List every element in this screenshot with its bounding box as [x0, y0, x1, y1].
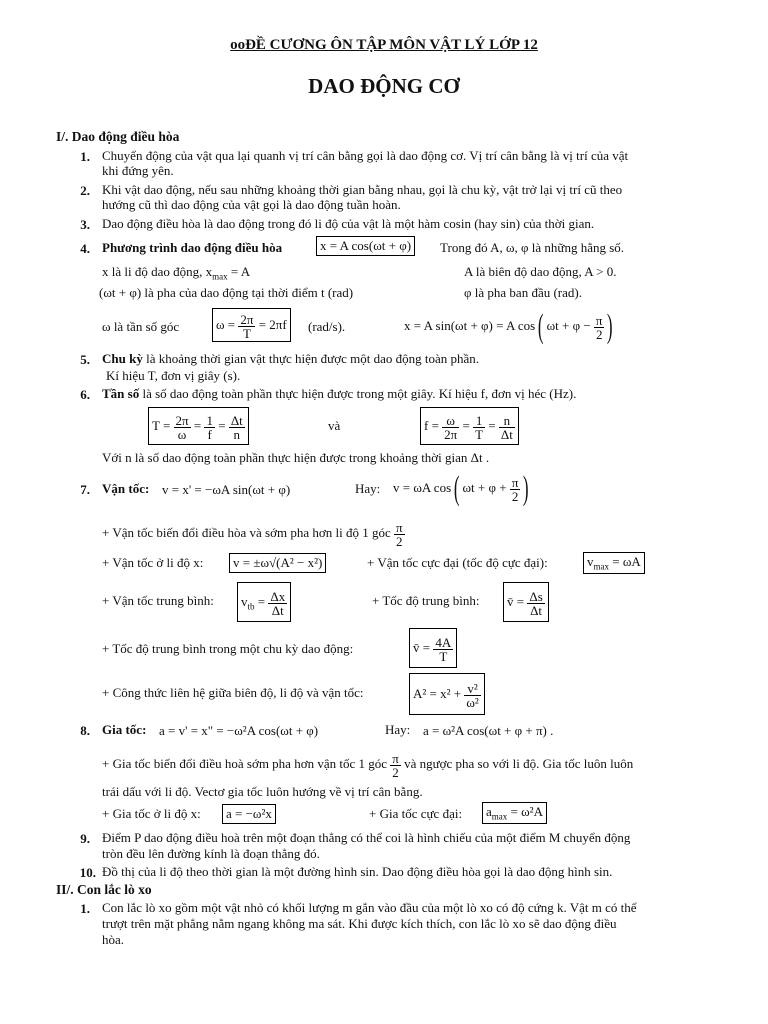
item-2-line-2: hướng cũ thì dao động của vật gọi là dao động tuần hoàn.	[102, 197, 401, 212]
max-velocity-label: + Vận tốc cực đại (tốc độ cực đại):	[367, 555, 548, 570]
velocity-at-x-label: + Vận tốc ở li độ x:	[102, 555, 204, 570]
item-4-constants-note: Trong đó A, ω, φ là những hằng số.	[440, 240, 625, 255]
velocity-at-x-formula: v = ±ω√(A² − x²)	[229, 553, 326, 573]
max-velocity-formula: $v_{max} = \omega A$	[583, 552, 645, 574]
item-9-line-1: Điểm P dao động điều hoà trên một đoạn thẳng có thể coi là hình chiếu của một điểm M chuyển động	[102, 830, 631, 845]
velocity-phase-note: + Vận tốc biến đổi điều hòa và sớm pha hơn li độ 1 góc $\frac{\pi}{2}$	[102, 519, 403, 549]
item-number: 10.	[79, 865, 96, 880]
item-1-line-2: khi đứng yên.	[102, 163, 174, 178]
acceleration-phase-note: + Gia tốc biến đổi điều hoà sớm pha hơn vận tốc 1 góc $\frac{\pi}{2}$ và ngược pha so với li độ. Gia tốc luôn luôn	[102, 750, 634, 780]
average-speed-label: + Tốc độ trung bình:	[372, 593, 480, 608]
max-acceleration-formula: $a_{max} = \omega^2A$	[482, 802, 547, 824]
item-5-line-2: Kí hiệu T, đơn vị giây (s).	[106, 368, 241, 383]
item-number: 8.	[80, 723, 90, 738]
average-speed-formula: v̄ = $\frac{\Delta s}{\Delta t}$	[503, 582, 549, 622]
velocity-cos-formula: v = ωA cos( ωt + φ + $\frac{\pi}{2}$ )	[393, 470, 529, 508]
angular-frequency-unit: (rad/s).	[308, 319, 346, 334]
max-acceleration-label: + Gia tốc cực đại:	[369, 806, 463, 821]
section-2-heading: II/. Con lắc lò xo	[56, 882, 152, 897]
period-average-speed-label: + Tốc độ trung bình trong một chu kỳ dao động:	[102, 641, 354, 656]
item-number: 4.	[80, 241, 90, 256]
item-6-note: Với n là số dao động toàn phần thực hiện được trong khoảng thời gian Δt .	[102, 450, 490, 465]
displacement-def: x là li độ dao động, $x_{max} = A$	[102, 264, 251, 282]
amplitude-relation-label: + Công thức liên hệ giữa biên độ, li độ và vận tốc:	[102, 685, 364, 700]
angular-frequency-def: ω là tần số góc	[102, 319, 180, 334]
section-1-heading: I/. Dao động điều hòa	[56, 129, 180, 144]
frequency-formula: f = $\frac{\omega}{2\pi}$ = $\frac{1}{T}$ = $\frac{n}{\Delta t}$	[420, 407, 519, 445]
or-text: Hay:	[385, 722, 411, 737]
item-3-text: Dao động điều hòa là dao động trong đó li độ của vật là một hàm cosin (hay sin) của thời gian.	[102, 216, 595, 231]
acceleration-at-x-formula: a = −ω²x	[222, 804, 276, 824]
item-9-line-2: tròn đều lên đường kính là đoạn thẳng đó.	[102, 846, 320, 861]
spring-item-1-line-1: Con lắc lò xo gồm một vật nhỏ có khối lượng m gắn vào đầu của một lò xo có độ cứng k. Vật m có thể	[102, 900, 637, 915]
period-formula: T = $\frac{2\pi}{\omega}$ = $\frac{1}{f}$ = $\frac{\Delta t}{n}$	[148, 407, 249, 445]
spring-item-1-line-2: trượt trên mặt phẳng nằm ngang không ma sát. Khi được kích thích, con lắc lò xo sẽ dao động điều	[102, 916, 617, 931]
item-7-heading: Vận tốc:	[102, 481, 150, 496]
item-8-heading: Gia tốc:	[102, 722, 147, 737]
or-text: Hay:	[355, 481, 381, 496]
initial-phase-def: φ là pha ban đầu (rad).	[464, 285, 582, 300]
document-title: DAO ĐỘNG CƠ	[308, 74, 460, 98]
item-4-heading: Phương trình dao động điều hòa	[102, 240, 283, 255]
average-velocity-label: + Vận tốc trung bình:	[102, 593, 214, 608]
velocity-formula: v = x' = −ωA sin(ωt + φ)	[162, 482, 291, 497]
acceleration-at-x-label: + Gia tốc ở li độ x:	[102, 806, 201, 821]
item-number: 1.	[80, 149, 90, 164]
acceleration-cos-formula: a = ω²A cos(ωt + φ + π) .	[423, 723, 554, 738]
sine-cosine-relation-formula: x = A sin(ωt + φ) = A cos( ωt + φ − $\frac{\pi}{2}$ )	[404, 308, 613, 346]
acceleration-formula: a = v' = x" = −ω²A cos(ωt + φ)	[159, 723, 319, 738]
angular-frequency-formula: ω = $\frac{2\pi}{T}$ = 2πf	[212, 308, 291, 342]
acceleration-direction-note: trái dấu với li độ. Vectơ gia tốc luôn hướng về vị trí cân bằng.	[102, 784, 423, 799]
item-number: 2.	[80, 183, 90, 198]
item-number: 6.	[80, 387, 90, 402]
document-subtitle: ooĐỀ CƯƠNG ÔN TẬP MÔN VẬT LÝ LỚP 12	[230, 37, 538, 53]
item-number: 9.	[80, 831, 90, 846]
item-5-line-1: Chu kỳ là khoảng thời gian vật thực hiện được một dao động toàn phần.	[102, 351, 479, 366]
item-number: 1.	[80, 901, 90, 916]
item-number: 3.	[80, 217, 90, 232]
average-velocity-formula: $v_{tb}$ = $\frac{\Delta x}{\Delta t}$	[237, 582, 291, 622]
amplitude-def: A là biên độ dao động, A > 0.	[464, 264, 617, 279]
phase-def: (ωt + φ) là pha của dao động tại thời điểm t (rad)	[99, 285, 354, 300]
oscillation-equation-formula: x = A cos(ωt + φ)	[316, 236, 415, 256]
item-1-line-1: Chuyển động của vật qua lại quanh vị trí cân bằng gọi là dao động cơ. Vị trí cân bằng là vị trí của vật	[102, 148, 629, 163]
item-number: 5.	[80, 352, 90, 367]
spring-item-1-line-3: hòa.	[102, 932, 125, 947]
item-2-line-1: Khi vật dao động, nếu sau những khoảng thời gian bằng nhau, gọi là chu kỳ, vật trở lại vị trí cũ theo	[102, 182, 623, 197]
item-number: 7.	[80, 482, 90, 497]
amplitude-relation-formula: A² = x² + $\frac{\text{v²}}{\text{ω²}}$	[409, 673, 485, 715]
and-text: và	[328, 418, 341, 433]
item-10-text: Đồ thị của li độ theo thời gian là một đường hình sin. Dao động điều hòa gọi là dao động hình sin.	[102, 864, 613, 879]
period-average-speed-formula: v̄ = $\frac{4A}{T}$	[409, 628, 457, 668]
item-6-text: Tần số là số dao động toàn phần thực hiện được trong một giây. Kí hiệu f, đơn vị héc (Hz).	[102, 386, 577, 401]
